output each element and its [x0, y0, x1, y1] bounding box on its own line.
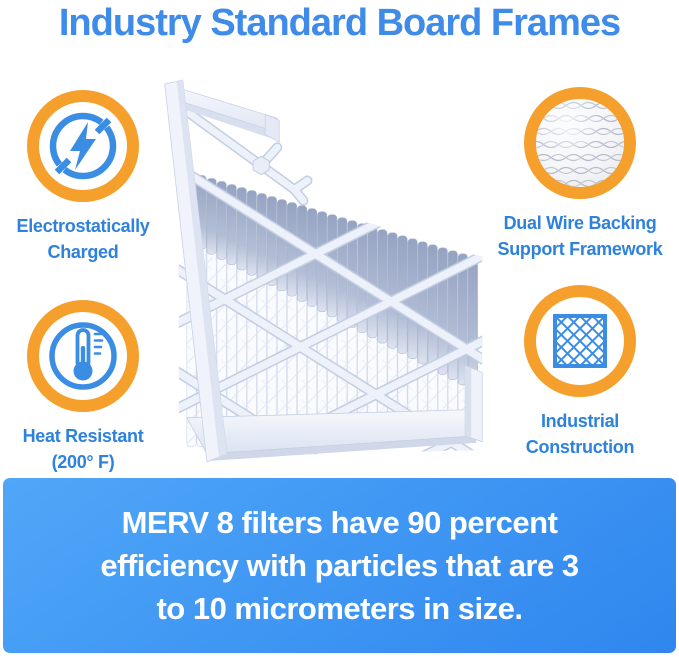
feature-heat-resistant: [0, 300, 171, 475]
feature-industrial-construction: [492, 285, 668, 460]
feature-electrostatically-charged: [0, 90, 171, 265]
merv-info-banner: [3, 478, 676, 653]
banner-line: efficiency with particles that are 3: [100, 548, 579, 583]
air-filter-illustration: [160, 68, 498, 480]
feature-label: Electrostatically Charged: [16, 216, 150, 262]
lattice-grid-icon: [524, 285, 636, 397]
feature-label: Industrial Construction: [525, 411, 635, 457]
feature-label: Dual Wire Backing Support Framework: [497, 213, 663, 259]
wire-mesh-icon: [524, 87, 636, 199]
banner-line: MERV 8 filters have 90 percent: [121, 505, 558, 540]
lightning-bolt-icon: [27, 90, 139, 202]
page-title: Industry Standard Board Frames: [58, 2, 621, 44]
feature-label: Heat Resistant (200° F): [22, 426, 144, 472]
banner-line: to 10 micrometers in size.: [156, 591, 523, 626]
thermometer-icon: [27, 300, 139, 412]
feature-dual-wire-backing: [492, 87, 668, 262]
